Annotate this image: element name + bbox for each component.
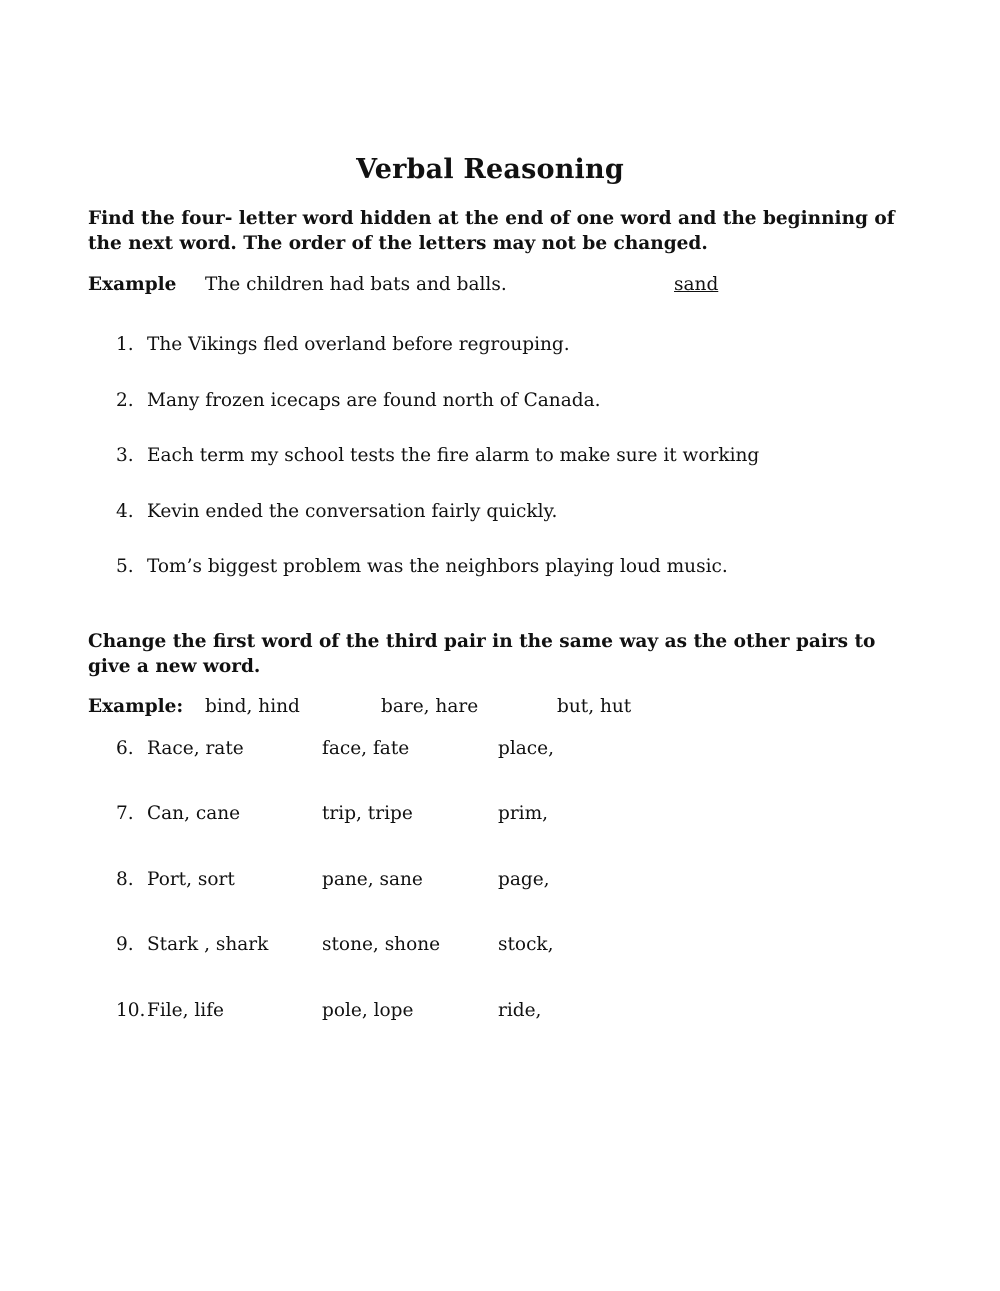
second-pair: pane, sane [322, 869, 423, 890]
third-pair: page, [498, 869, 550, 890]
list-item [116, 738, 716, 764]
example-answer: sand [674, 274, 719, 295]
item-number: 2. [116, 390, 134, 411]
third-pair: place, [498, 738, 554, 759]
first-pair: Can, cane [147, 803, 241, 824]
section2-instruction: Change the first word of the third pair in the same way as the other pairs to give a new word. [88, 631, 876, 677]
third-pair: stock, [498, 934, 554, 955]
item-number: 1. [116, 334, 134, 355]
first-pair: File, life [147, 1000, 225, 1021]
list-item [116, 803, 716, 829]
page-title: Verbal Reasoning [356, 154, 624, 185]
list-item [116, 1000, 716, 1026]
item-number: 9. [116, 934, 134, 955]
item-number: 7. [116, 803, 134, 824]
second-pair: stone, shone [322, 934, 441, 955]
example-label: Example: [88, 696, 184, 717]
list-item [116, 934, 716, 960]
item-number: 3. [116, 445, 134, 466]
example-pair: but, hut [557, 696, 632, 717]
first-pair: Race, rate [147, 738, 244, 759]
item-sentence: The Vikings fled overland before regrouping. [147, 334, 570, 355]
item-sentence: Tom’s biggest problem was the neighbors playing loud music. [147, 556, 728, 577]
item-sentence: Kevin ended the conversation fairly quickly. [147, 501, 558, 522]
second-pair: face, fate [322, 738, 410, 759]
example-sentence: The children had bats and balls. [205, 274, 507, 295]
example-label: Example [88, 274, 177, 295]
item-number: 10. [116, 1000, 146, 1021]
second-pair: pole, lope [322, 1000, 414, 1021]
item-sentence: Each term my school tests the fire alarm to make sure it working [147, 445, 760, 466]
item-sentence: Many frozen icecaps are found north of Canada. [147, 390, 601, 411]
example-pair: bare, hare [381, 696, 479, 717]
first-pair: Stark , shark [147, 934, 269, 955]
third-pair: ride, [498, 1000, 542, 1021]
first-pair: Port, sort [147, 869, 235, 890]
example-pair: bind, hind [205, 696, 300, 717]
list-item [116, 869, 716, 895]
second-pair: trip, tripe [322, 803, 413, 824]
item-number: 8. [116, 869, 134, 890]
item-number: 6. [116, 738, 134, 759]
section1-instruction: Find the four- letter word hidden at the end of one word and the beginning of the next word. The order of the letters may not be changed. [88, 208, 895, 254]
item-number: 4. [116, 501, 134, 522]
item-number: 5. [116, 556, 134, 577]
third-pair: prim, [498, 803, 549, 824]
